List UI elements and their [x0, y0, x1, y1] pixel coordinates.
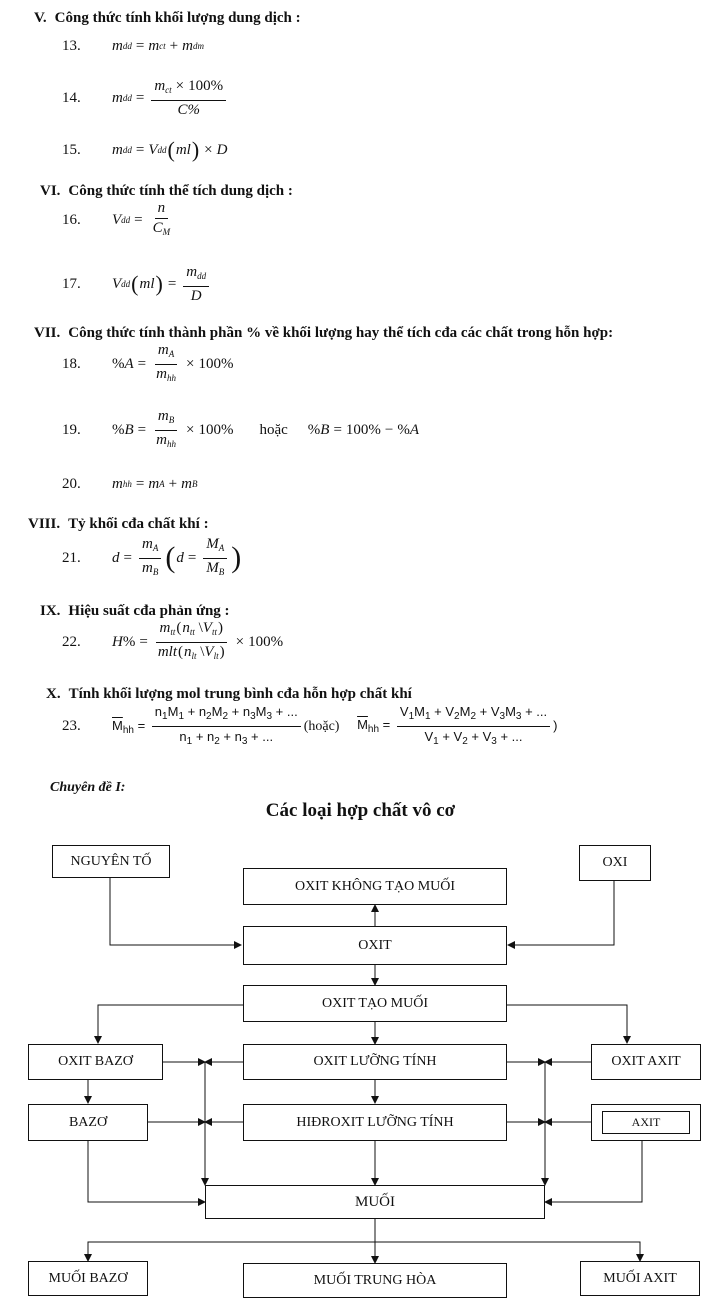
box-bazo: BAZƠ	[28, 1104, 148, 1141]
formula-number: 23.	[62, 717, 81, 734]
formula-number: 17.	[62, 275, 81, 292]
connector-muoi-bazo	[88, 1242, 375, 1261]
box-nguyen-to: NGUYÊN TỐ	[52, 845, 170, 878]
connector-nguyento-oxit	[110, 877, 241, 945]
box-muoi: MUỐI	[205, 1185, 545, 1219]
connector-taomuoi-axit	[507, 1005, 627, 1043]
section-numeral: X.	[46, 686, 61, 702]
formula-number: 21.	[62, 549, 81, 566]
box-muoi-axit: MUỐI AXIT	[580, 1261, 700, 1296]
formula-number: 14.	[62, 89, 81, 106]
formula-expression: % B = $\frac{m_B}{m_{hh}}$ × 100% hoặc % B = 100% − % A	[112, 407, 420, 449]
box-hidroxit-luong-tinh: HIĐROXIT LƯỠNG TÍNH	[243, 1104, 507, 1141]
formula-expression: $\overline{M}_{hh}$ = $\frac{n_1M_1 + n_2M_2 + n_3M_3 + ...}{n_1 + n_2 + n_3 + ...}$ (hoặc) $\overline{M}_{hh}$ = $\frac{V_1M_1 + V_2M_2 + V_3M_3 + ...}{V_1 + V_2 + V_3 + ...}$ )	[112, 703, 558, 747]
section-numeral: VIII.	[28, 516, 61, 532]
section-title: Công thức tính thành phần % về khối lượng hay thể tích cđa các chất trong hỗn hợp:	[68, 325, 614, 341]
section-numeral: V.	[34, 10, 47, 26]
box-axit: AXIT	[602, 1111, 690, 1134]
formula-expression: V dd ( ml ) = $\frac{m_{dd}}{D}$	[112, 264, 212, 305]
connector-taomuoi-bazo	[98, 1005, 243, 1043]
box-oxit: OXIT	[243, 926, 507, 965]
section-numeral: VI.	[40, 183, 61, 199]
connector-oxi-oxit	[508, 881, 614, 945]
topic-label: Chuyên đề I:	[50, 780, 126, 795]
box-axit-outer	[591, 1104, 701, 1141]
box-oxit-axit: OXIT AXIT	[591, 1044, 701, 1080]
formula-expression: m dd = $\frac{m_{ct} \times 100\%}{C\%}$	[112, 78, 229, 119]
section-numeral: IX.	[40, 603, 61, 619]
section-numeral: VII.	[34, 325, 61, 341]
box-muoi-bazo: MUỐI BAZƠ	[28, 1261, 148, 1296]
formula-expression: V dd = $\frac{n}{C_M}$	[112, 199, 171, 237]
box-oxit-tao-muoi: OXIT TẠO MUỐI	[243, 985, 507, 1022]
section-title: Tính khối lượng mol trung bình cđa hỗn hợp chất khí	[68, 686, 412, 702]
formula-number: 15.	[62, 141, 81, 158]
connector-muoi-axit	[375, 1242, 640, 1261]
section-title: Hiệu suất cđa phản ứng :	[68, 603, 230, 619]
formula-number: 20.	[62, 475, 81, 492]
or-word: hoặc	[259, 421, 288, 438]
connector-bazo-muoi	[88, 1141, 205, 1202]
formula-number: 13.	[62, 37, 81, 54]
formula-number: 18.	[62, 355, 81, 372]
section-title: Công thức tính khối lượng dung dịch :	[54, 10, 301, 26]
formula-expression: H % = $\frac{m_{tt}(n_{tt} \backslash V_{tt})}{mlt(n_{lt} \backslash V_{lt})}$ × 100%	[112, 619, 284, 661]
box-oxit-khong-tao-muoi: OXIT KHÔNG TẠO MUỐI	[243, 868, 507, 905]
or-word: (hoặc)	[303, 718, 340, 734]
box-oxit-luong-tinh: OXIT LƯỠNG TÍNH	[243, 1044, 507, 1080]
box-oxi: OXI	[579, 845, 651, 881]
formula-expression: % A = $\frac{m_A}{m_{hh}}$ × 100%	[112, 341, 234, 383]
formula-expression: m dd = V dd ( ml ) × D	[112, 137, 228, 162]
section-title: Công thức tính thể tích dung dịch :	[68, 183, 293, 199]
section-title: Tỷ khối cđa chất khí :	[68, 516, 209, 532]
formula-expression: m dd = m ct + m dm	[112, 37, 204, 54]
formula-expression: d = $\frac{m_A}{m_B}$ ( d = $\frac{M_A}{M_B}$ )	[112, 535, 242, 577]
diagram-title: Các loại hợp chất vô cơ	[265, 800, 456, 821]
formula-number: 22.	[62, 633, 81, 650]
connector-axit-muoi	[545, 1141, 642, 1202]
box-oxit-bazo: OXIT BAZƠ	[28, 1044, 163, 1080]
formula-expression: m hh = m A + m B	[112, 475, 198, 492]
formula-number: 16.	[62, 211, 81, 228]
formula-number: 19.	[62, 421, 81, 438]
box-muoi-trung-hoa: MUỐI TRUNG HÒA	[243, 1263, 507, 1298]
